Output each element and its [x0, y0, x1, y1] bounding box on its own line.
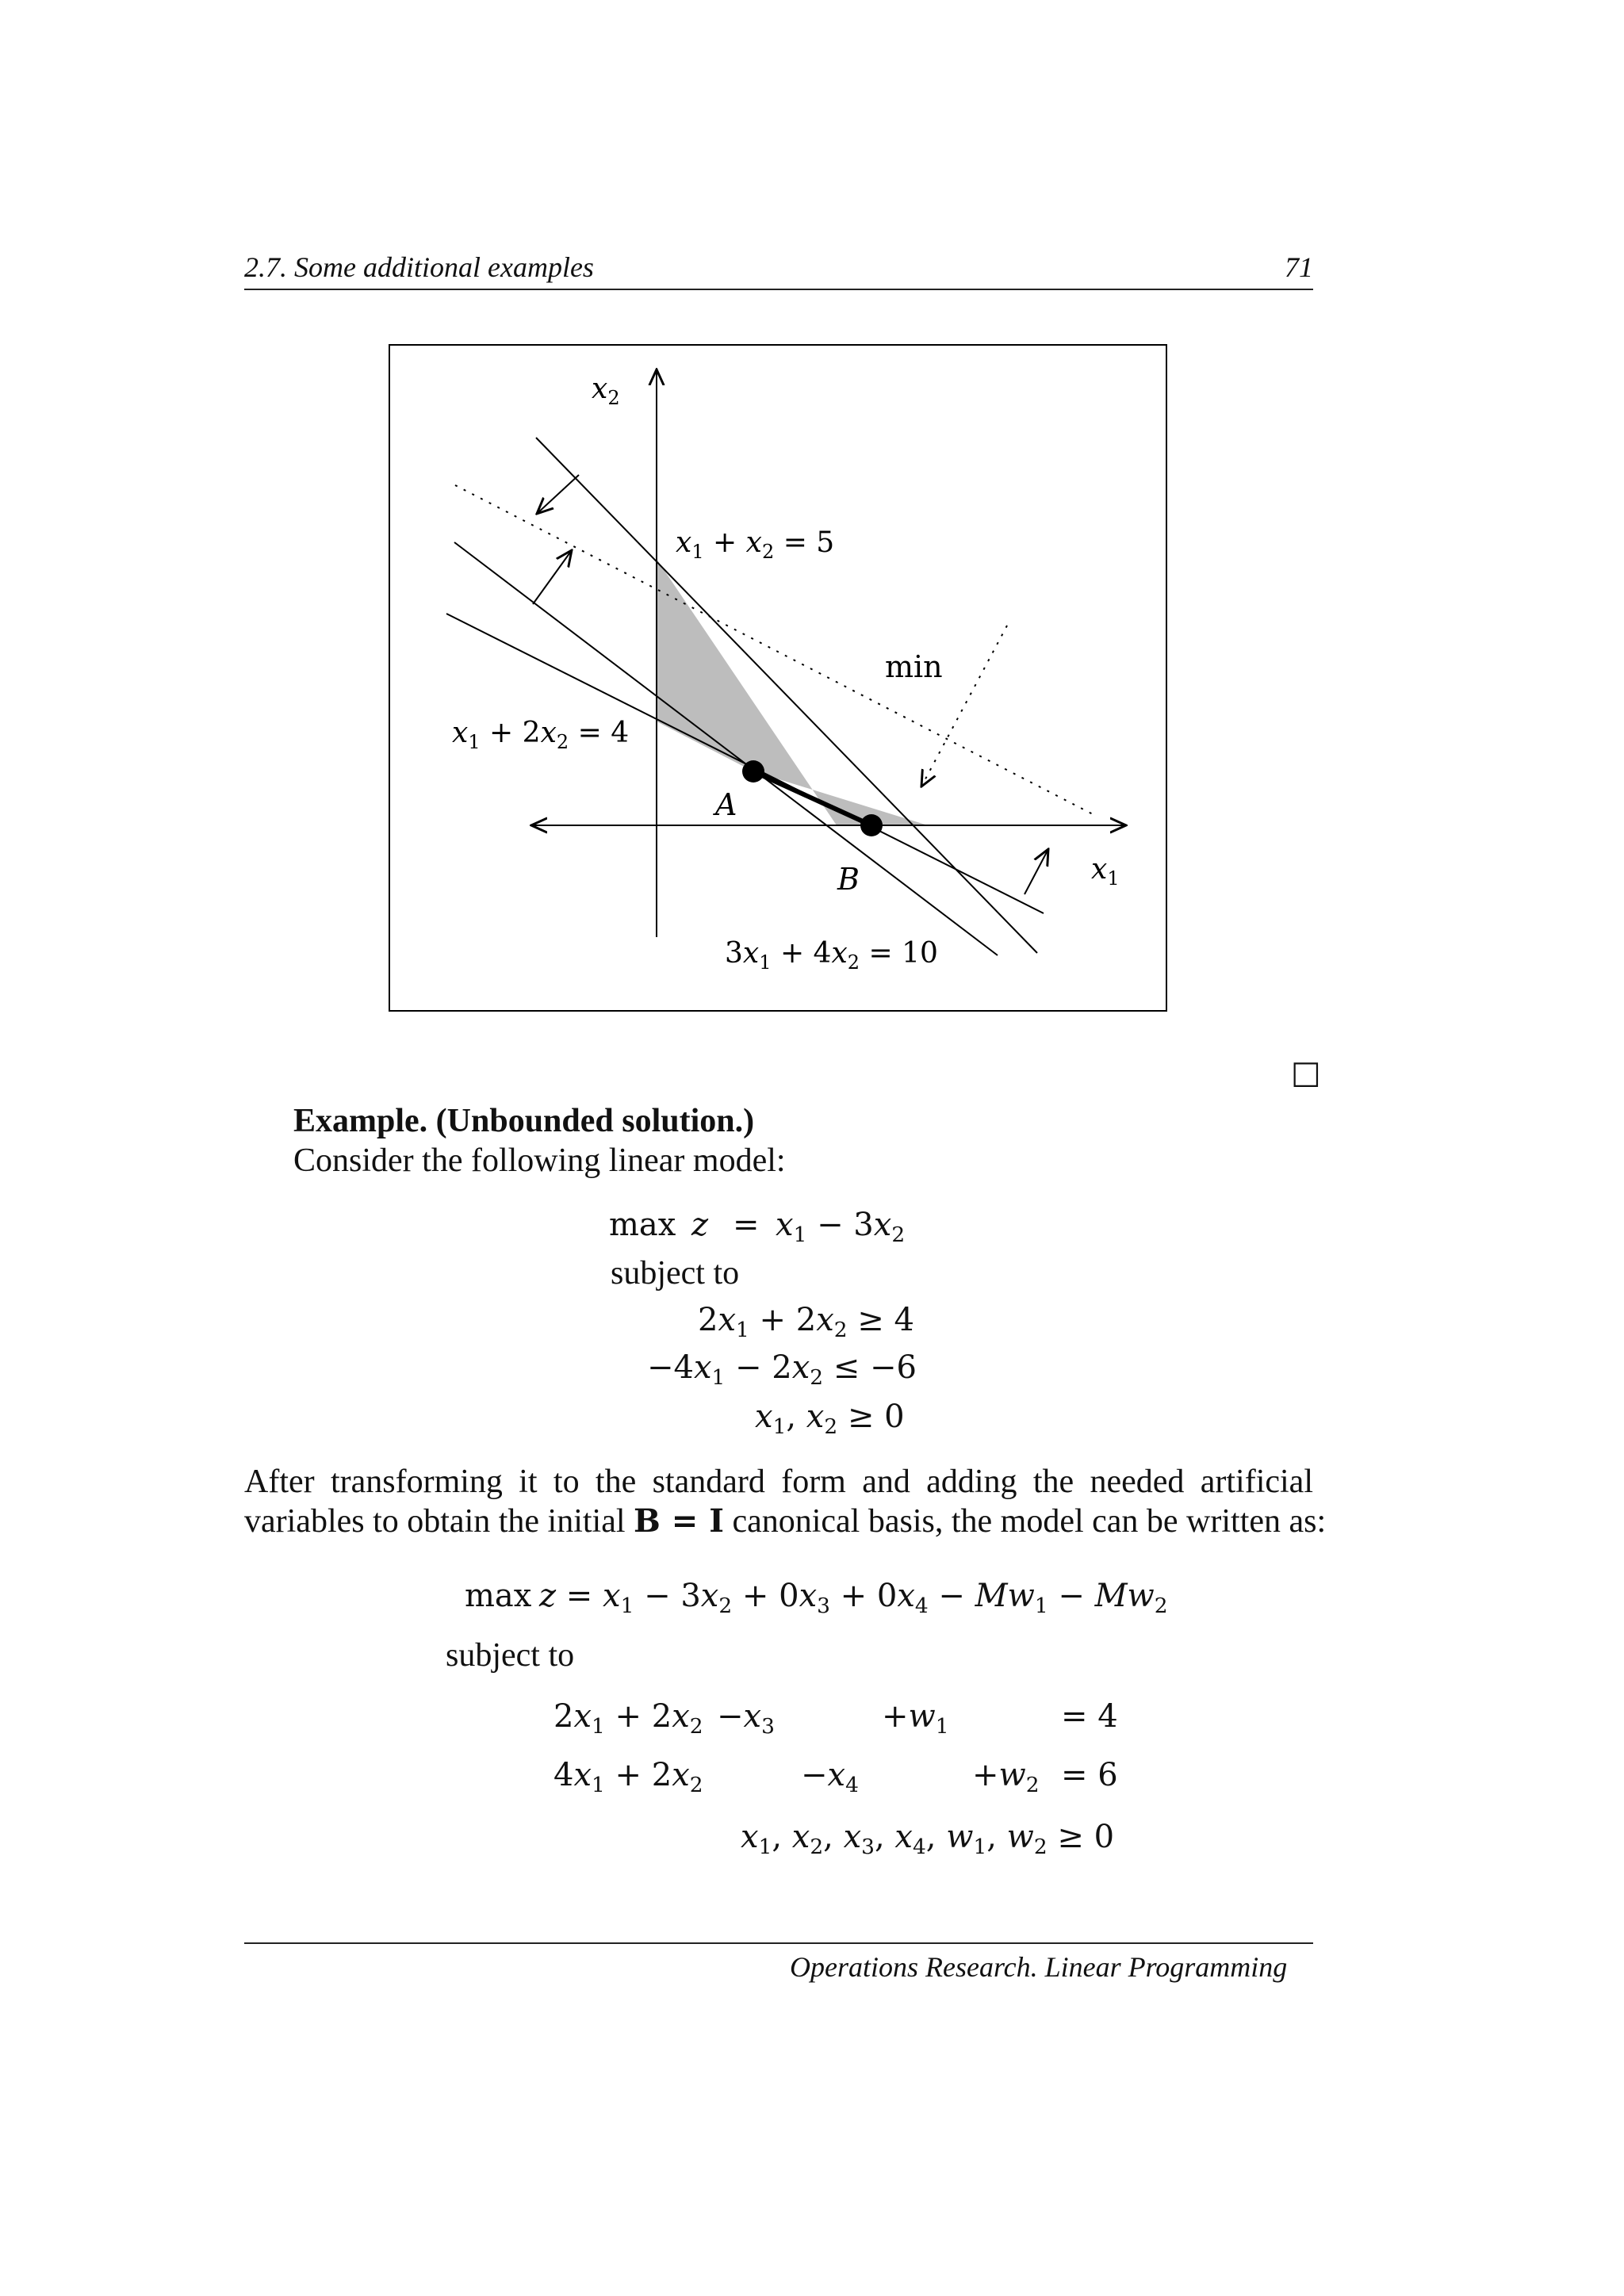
- standard-r2-b: $-x_4$: [801, 1757, 859, 1797]
- standard-r1-a: $2x_1 + 2x_2$: [553, 1698, 703, 1739]
- standard-r1-c: $+w_1$: [882, 1698, 949, 1739]
- label-constraint-1: x1 + x2 = 5: [676, 526, 835, 563]
- example-intro: Consider the following linear model:: [293, 1142, 786, 1179]
- model-eq: =: [733, 1207, 760, 1243]
- example-heading: Example. (Unbounded solution.): [293, 1103, 755, 1139]
- label-x2: x2: [592, 373, 620, 409]
- paragraph-line-2-math: B = I: [634, 1502, 724, 1540]
- model-constraint-1: $2x_1 + 2x_2 \ge 4$: [698, 1302, 914, 1342]
- paragraph-line-1: After transforming it to the standard form and adding the needed artificial: [244, 1464, 1313, 1500]
- standard-r1-rhs: = 4: [1061, 1698, 1118, 1735]
- label-point-b: B: [837, 862, 860, 897]
- standard-objective: $z = x_1 - 3x_2 + 0x_3 + 0x_4 - Mw_1 - Mw_2$: [539, 1578, 1168, 1618]
- running-header-section: 2.7. Some additional examples: [244, 251, 594, 283]
- standard-max: max: [465, 1578, 532, 1614]
- point-b: [860, 814, 883, 836]
- page-number: 71: [1285, 251, 1313, 283]
- standard-r2-c: $+w_2$: [972, 1757, 1040, 1797]
- standard-nonnegativity: $x_1$, $x_2$, $x_3$, $x_4$, $w_1$, $w_2 \ge 0$: [741, 1819, 1115, 1859]
- figure-frame: [389, 345, 1166, 1011]
- qed-square: □: [1291, 1054, 1321, 1091]
- label-constraint-3: 3x1 + 4x2 = 10: [725, 937, 938, 974]
- model-constraint-2: $-4x_1 - 2x_2 \le -6$: [647, 1349, 917, 1390]
- label-constraint-2: x1 + 2x2 = 4: [452, 717, 630, 753]
- feasible-region-figure: [389, 344, 1167, 1012]
- point-a: [742, 760, 764, 783]
- optimal-segment: [753, 771, 871, 825]
- paragraph-line-2: [244, 1502, 1326, 1540]
- model-z: z: [691, 1207, 709, 1243]
- label-point-a: A: [715, 787, 737, 822]
- standard-r1-b: $-x_3$: [717, 1698, 775, 1739]
- normal-arrow-upper: [537, 475, 579, 514]
- paragraph-line-2-b: canonical basis, the model can be written as:: [732, 1503, 1327, 1540]
- label-x1: x1: [1091, 853, 1120, 890]
- paragraph-line-2-a: variables to obtain the initial: [244, 1503, 626, 1540]
- model-objective: $x_1 - 3x_2$: [776, 1207, 906, 1247]
- header-rule: [244, 289, 1313, 290]
- model-max: max: [609, 1207, 676, 1243]
- model-subject-to: subject to: [611, 1255, 740, 1292]
- footer-rule: [244, 1942, 1313, 1944]
- footer-text: Operations Research. Linear Programming: [790, 1951, 1288, 1983]
- standard-r2-a: $4x_1 + 2x_2$: [553, 1757, 703, 1797]
- normal-arrow-left: [533, 550, 572, 604]
- line-x1-plus-x2-eq-5: [536, 438, 1037, 953]
- normal-arrow-right: [1025, 849, 1048, 894]
- standard-r2-rhs: = 6: [1061, 1757, 1118, 1793]
- model-constraint-3: $x_1$, $x_2 \ge 0$: [755, 1399, 905, 1439]
- shaded-region: [657, 559, 928, 825]
- standard-subject-to: subject to: [446, 1637, 575, 1674]
- line-x1-plus-2x2-eq-4: [446, 614, 1044, 913]
- label-min: min: [885, 649, 943, 684]
